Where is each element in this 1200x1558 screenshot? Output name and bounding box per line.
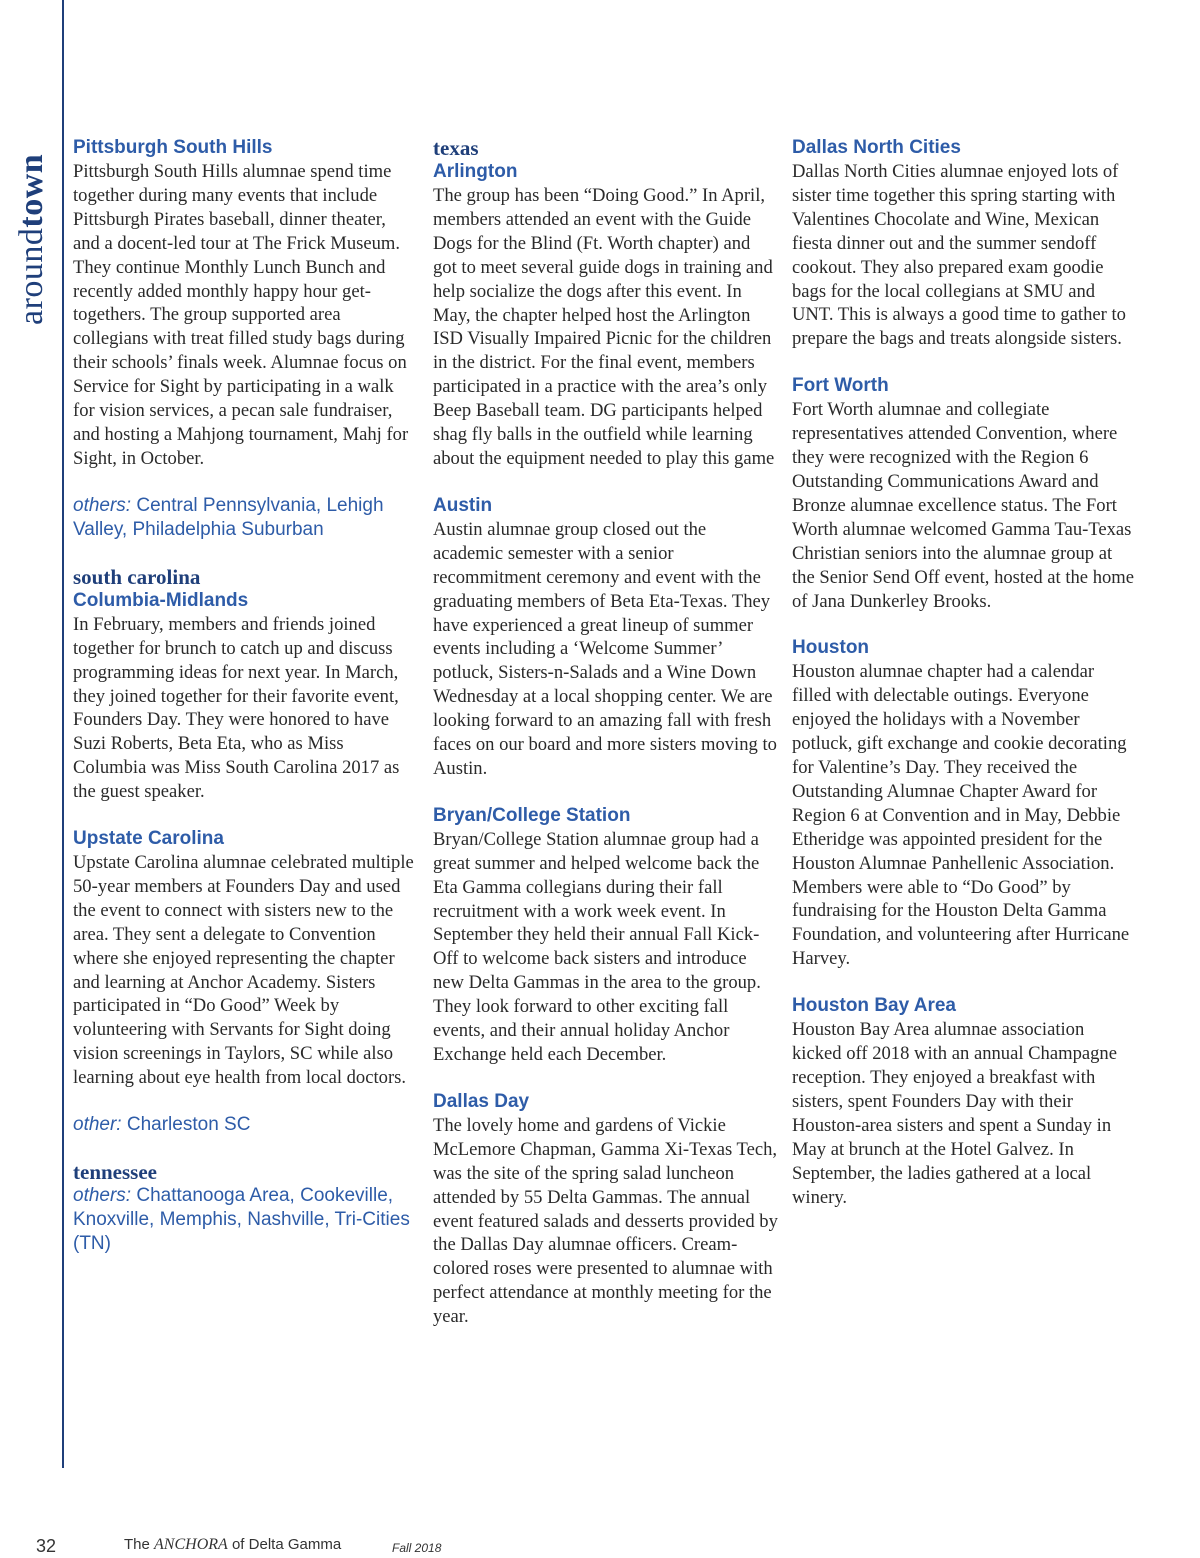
spacer — [792, 351, 1137, 374]
column-2 — [433, 136, 778, 1329]
other-chapters-list: Charleston SC — [121, 1114, 251, 1136]
column-3 — [792, 136, 1137, 1209]
spacer — [433, 1067, 778, 1090]
other-chapters-label: others: — [73, 1185, 132, 1207]
spacer — [73, 542, 415, 565]
chapter-heading: Arlington — [433, 161, 518, 182]
chapter-paragraph: The lovely home and gardens of Vickie McLemore Chapman, Gamma Xi-Texas Tech, was the site of the spring salad luncheon attended by 55 Delta Gammas. The annual event featured salads and desserts provided by the Dallas Day alumnae officers. Cream-colored roses were presented to alumnae with perfect attendance at monthly meeting for the year. — [433, 1114, 778, 1328]
chapter-paragraph: Houston Bay Area alumnae association kicked off 2018 with an annual Champagne reception. They enjoyed a breakfast with sisters, spent Founders Day with their Houston-area sisters and spent a Sunday in May at brunch at the Hotel Galvez. In September, the ladies gathered at a local winery. — [792, 1019, 1117, 1208]
column-1 — [73, 136, 415, 1256]
section-title — [13, 154, 51, 325]
chapter-heading: Columbia-Midlands — [73, 589, 249, 611]
other-chapters — [73, 1113, 415, 1137]
issue-date: Fall 2018 — [392, 1541, 442, 1555]
chapter-paragraph: Bryan/College Station alumnae group had a great summer and helped welcome back the Eta Gamma collegians during their fall recruitment with a work week event. In September they held their annual Fall Kick-Off to welcome back sisters and introduce new Delta Gammas in the area to the group. They look forward to other exciting fall events, and their annual holiday Anchor Exchange held each December. — [433, 828, 761, 1065]
spacer — [792, 613, 1137, 636]
vertical-rule — [62, 0, 64, 1468]
section-title-bold: town — [13, 153, 50, 228]
other-chapters — [73, 1184, 415, 1256]
page-number: 32 — [36, 1536, 57, 1556]
spacer — [433, 471, 778, 494]
spacer — [73, 1090, 415, 1113]
chapter-heading: Fort Worth — [792, 375, 889, 397]
state-heading: tennessee — [73, 1160, 157, 1185]
spacer — [73, 1137, 415, 1160]
chapter-heading: Upstate Carolina — [73, 828, 224, 850]
other-chapters — [73, 494, 415, 542]
chapter-paragraph: Dallas North Cities alumnae enjoyed lots of sister time together this spring starting with Valentines Chocolate and Wine, Mexican fiesta dinner out and the summer sendoff cookout. They also prepared exam goodie bags for the local collegians at SMU and UNT. This is always a good time to gather to prepare the bags and treats alongside sisters. — [792, 161, 1126, 350]
state-heading: texas — [433, 136, 479, 160]
other-chapters-list: Chattanooga Area, Cookeville, Knoxville, Memphis, Nashville, Tri-Cities (TN) — [73, 1185, 410, 1255]
other-chapters-label: other: — [73, 1114, 122, 1136]
chapter-paragraph: In February, members and friends joined together for brunch to catch up and discuss programming ideas for next year. In March, they joined together for their favorite event, Founders Day. They were honored to have Suzi Roberts, Beta Eta, who as Miss Columbia was Miss South Carolina 2017 as the guest speaker. — [73, 613, 400, 803]
pub-name: ANCHORA — [154, 1536, 228, 1553]
chapter-heading: Houston Bay Area — [792, 995, 956, 1017]
spacer — [73, 471, 415, 494]
publication-name — [124, 1536, 341, 1554]
chapter-paragraph: Fort Worth alumnae and collegiate representatives attended Convention, where they were recognized with the Region 6 Outstanding Communications Award and Bronze alumnae excellence status. The Fort Worth alumnae welcomed Gamma Tau-Texas Christian seniors into the alumnae group at the Senior Send Off event, hosted at the home of Jana Dunkerley Brooks. — [792, 399, 1135, 612]
chapter-paragraph: Houston alumnae chapter had a calendar filled with delectable outings. Everyone enjoyed the holidays with a November potluck, gift exchange and cookie decorating for Valentine’s Day. They received the Outstanding Alumnae Chapter Award for Region 6 at Convention and in May, Debbie Etheridge was appointed president for the Houston Alumnae Panhellenic Association. Members were able to “Do Good” by fundraising for the Houston Delta Gamma Foundation, and volunteering after Hurricane Harvey. — [792, 661, 1130, 970]
section-title-light: around — [13, 227, 50, 325]
chapter-heading: Houston — [792, 637, 870, 659]
other-chapters-list: Central Pennsylvania, Lehigh Valley, Philadelphia Suburban — [73, 494, 384, 540]
chapter-paragraph: Upstate Carolina alumnae celebrated multiple 50-year members at Founders Day and used the event to connect with sisters new to the area. They sent a delegate to Convention where she enjoyed representing the chapter and learning at Anchor Academy. Sisters participated in “Do Good” Week by volunteering with Servants for Sight doing vision screenings in Taylors, SC while also learning about eye health from local doctors. — [73, 852, 414, 1089]
chapter-heading: Bryan/College Station — [433, 804, 631, 826]
spacer — [792, 971, 1137, 994]
other-chapters-label: others: — [73, 494, 132, 516]
chapter-heading: Austin — [433, 494, 493, 516]
spacer — [73, 804, 415, 827]
chapter-heading: Dallas North Cities — [792, 137, 961, 158]
chapter-paragraph: The group has been “Doing Good.” In April, members attended an event with the Guide Dogs for the Blind (Ft. Worth chapter) and got to meet several guide dogs in training and help socialize the dogs after this event. In May, the chapter helped host the Arlington ISD Visually Impaired Picnic for the children in the district. For the final event, members participated in a practice with the area’s only Beep Baseball team. DG participants helped shag fly balls in the outfield while learning about the equipment needed to play this game — [433, 185, 775, 469]
chapter-paragraph: Austin alumnae group closed out the academic semester with a senior recommitment ceremony and event with the graduating members of Beta Eta-Texas. They have experienced a great lineup of summer events including a ‘Welcome Summer’ potluck, Sisters-n-Salads and a Wine Down Wednesday at a local shopping center. We are looking forward to an amazing fall with fresh faces on our board and more sisters moving to Austin. — [433, 518, 777, 779]
pub-suffix: of Delta Gamma — [227, 1536, 342, 1553]
chapter-heading: Dallas Day — [433, 1090, 530, 1112]
pub-prefix: The — [124, 1536, 155, 1553]
chapter-heading: Pittsburgh South Hills — [73, 137, 273, 158]
spacer — [433, 781, 778, 804]
chapter-paragraph: Pittsburgh South Hills alumnae spend time together during many events that include Pittsburgh Pirates baseball, dinner theater, and a docent-led tour at The Frick Museum. They continue Monthly Lunch Bunch and recently added monthly happy hour get-togethers. The group supported area collegians with treat filled study bags during their schools’ finals week. Alumnae focus on Service for Sight by participating in a walk for vision services, a pecan sale fundraiser, and hosting a Mahjong tournament, Mahj for Sight, in October. — [73, 161, 409, 469]
state-heading: south carolina — [73, 564, 201, 589]
